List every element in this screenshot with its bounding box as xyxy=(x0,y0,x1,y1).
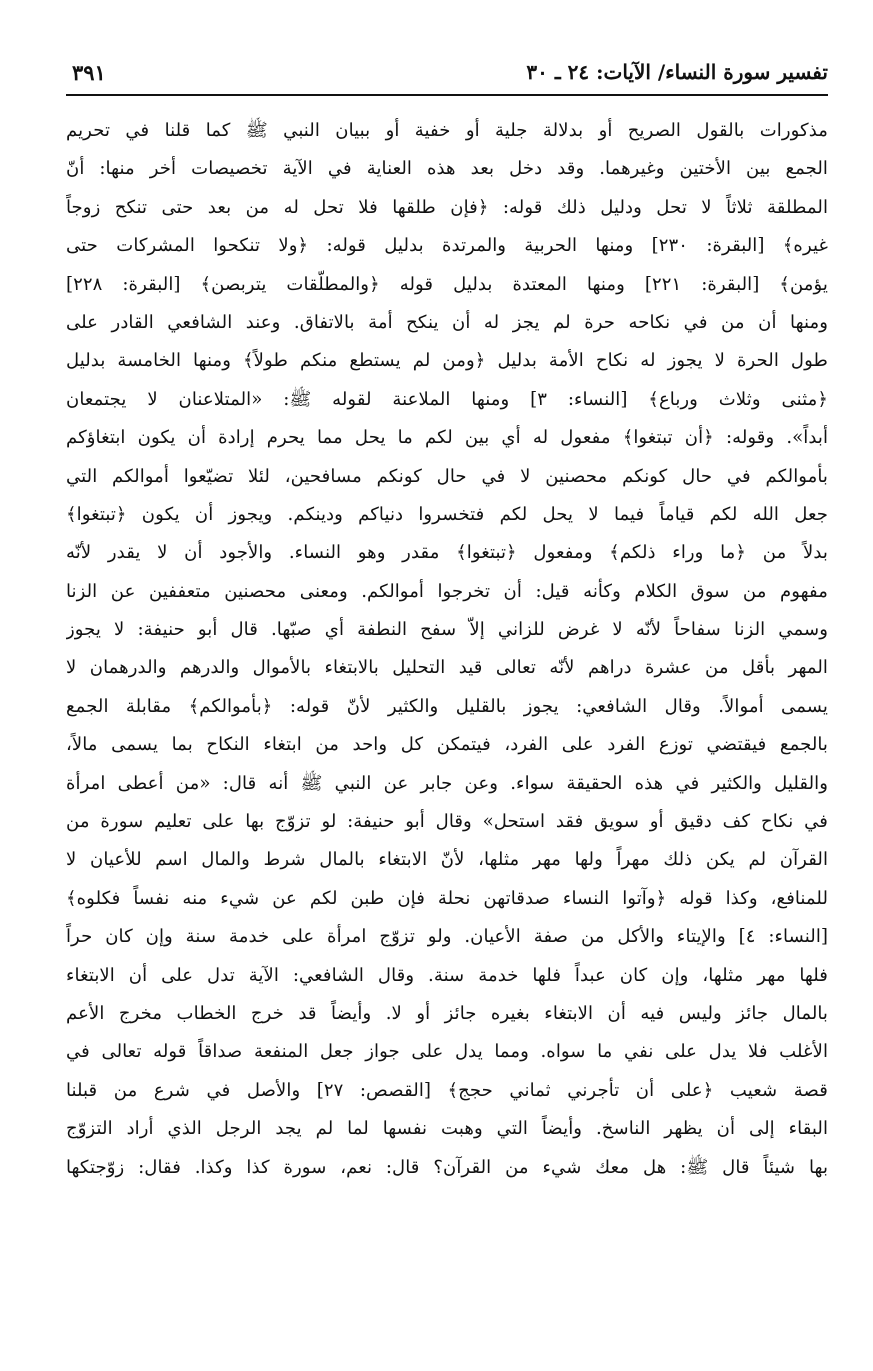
text-line: ﴿مثنى وثلاث ورباع﴾ [النساء: ٣] ومنها الملاعنة لقوله ﷺ: «المتلاعنان لا يجتمعان xyxy=(66,388,828,410)
text-line: الجمع بين الأختين وغيرهما. وقد دخل بعد هذه العناية في الآية تخصيصات أخر منها: أنّ xyxy=(66,158,828,180)
running-header xyxy=(66,54,828,94)
text-line: القرآن لم يكن ذلك مهراً ولها مهر مثلها، لأنّ الابتغاء بالمال شرط والمال اسم للأعيان لا xyxy=(66,849,828,871)
text-line: [النساء: ٤] والإيتاء والأكل من صفة الأعيان. ولو تزوّج امرأة على خدمة سنة وإن كان حراً xyxy=(66,926,828,948)
page-number: ٣٩١ xyxy=(72,60,106,85)
text-line: قصة شعيب ﴿على أن تأجرني ثماني حجج﴾ [القصص: ٢٧] والأصل في شرع من قبلنا xyxy=(66,1079,828,1101)
text-line: بها شيئاً قال ﷺ: هل معك شيء من القرآن؟ قال: نعم، سورة كذا وكذا. فقال: زوّجتكها xyxy=(66,1156,828,1178)
text-line: مذكورات بالقول الصريح أو بدلالة جلية أو خفية أو ببيان النبي ﷺ كما قلنا في تحريم xyxy=(66,120,828,141)
text-line: الأغلب فلا يدل على نفي ما سواه. ومما يدل على جواز جعل المنفعة صداقاً قوله تعالى في xyxy=(66,1041,828,1063)
header-title: تفسير سورة النساء/ الآيات: ٢٤ ـ ٣٠ xyxy=(526,60,828,84)
text-line: وسمي الزنا سفاحاً لأنّه لا غرض للزاني إلاّ سفح النطفة أي صبّها. قال أبو حنيفة: لا يجوز xyxy=(66,619,828,641)
text-line: يؤمن﴾ [البقرة: ٢٢١] ومنها المعتدة بدليل قوله ﴿والمطلّقات يتربصن﴾ [البقرة: ٢٢٨] xyxy=(66,273,828,295)
text-line: ومنها أن من في نكاحه حرة لم يجز له أن ينكح أمة بالاتفاق. وعند الشافعي القادر على xyxy=(66,311,828,333)
text-line: مفهوم من سوق الكلام وكأنه قيل: أن تخرجوا أموالكم. ومعنى محصنين متعففين عن الزنا xyxy=(66,580,828,602)
text-line: أبداً». وقوله: ﴿أن تبتغوا﴾ مفعول له أي بين لكم ما يحل مما يحرم إرادة أن يكون ابتغاؤكم xyxy=(66,427,828,449)
text-line: جعل الله لكم قياماً فيما لا يحل لكم فتخسروا دنياكم ودينكم. ويجوز أن يكون ﴿تبتغوا﴾ xyxy=(66,503,828,525)
text-line: المهر بأقل من عشرة دراهم لأنّه تعالى قيد التحليل بالابتغاء بالأموال والدرهم والدرهمان لا xyxy=(66,657,828,679)
text-line: البقاء إلى أن يظهر الناسخ. وأيضاً التي وهبت نفسها لما لم يجد الرجل الذي أراد التزوّج xyxy=(66,1118,828,1140)
text-line: بأموالكم في حال كونكم محصنين لا في حال كونكم مسافحين، لئلا تضيّعوا أموالكم التي xyxy=(66,465,828,487)
text-line: بالمال جائز وليس فيه أن الابتغاء بغيره جائز أو لا. وأيضاً قد خرج الخطاب مخرج الأعم xyxy=(66,1002,828,1024)
body-text xyxy=(66,112,828,1187)
text-line: في نكاح كف دقيق أو سويق فقد استحل» وقال أبو حنيفة: لو تزوّج بها على تعليم سورة من xyxy=(66,811,828,833)
text-line: والقليل والكثير في هذه الحقيقة سواء. وعن جابر عن النبي ﷺ أنه قال: «من أعطى امرأة xyxy=(66,772,828,794)
text-line: طول الحرة لا يجوز له نكاح الأمة بدليل ﴿ومن لم يستطع منكم طولاً﴾ ومنها الخامسة بدليل xyxy=(66,350,828,372)
text-line: المطلقة ثلاثاً لا تحل ودليل ذلك قوله: ﴿فإن طلقها فلا تحل له من بعد حتى تنكح زوجاً xyxy=(66,196,828,218)
text-line: فلها مهر مثلها، وإن كان عبداً فلها خدمة سنة. وقال الشافعي: الآية تدل على أن الابتغاء xyxy=(66,964,828,986)
text-line: بدلاً من ﴿ما وراء ذلكم﴾ ومفعول ﴿تبتغوا﴾ مقدر وهو النساء. والأجود أن لا يقدر لأنّه xyxy=(66,542,828,564)
header-rule xyxy=(66,94,828,96)
text-line: بالجمع فيقتضي توزع الفرد على الفرد، فيتمكن كل واحد من ابتغاء النكاح بما يسمى مالاً، xyxy=(66,734,828,756)
text-line: غيره﴾ [البقرة: ٢٣٠] ومنها الحربية والمرتدة بدليل قوله: ﴿ولا تنكحوا المشركات حتى xyxy=(66,235,828,257)
text-line: يسمى أموالاً. وقال الشافعي: يجوز بالقليل والكثير لأنّ قوله: ﴿بأموالكم﴾ مقابلة الجمع xyxy=(66,695,828,717)
text-line: للمنافع، وكذا قوله ﴿وآتوا النساء صدقاتهن نحلة فإن طبن لكم عن شيء منه نفساً فكلوه﴾ xyxy=(66,887,828,909)
